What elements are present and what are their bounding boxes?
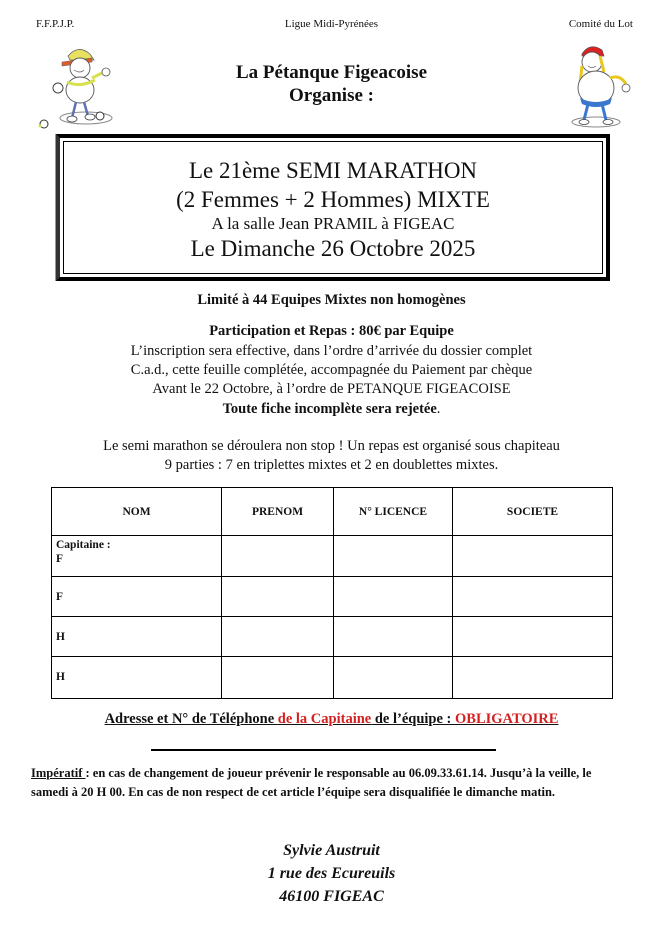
address-notice-captain: de la Capitaine	[277, 711, 372, 727]
licence-cell[interactable]	[334, 617, 453, 657]
column-header-licence: N° LICENCE	[334, 488, 453, 536]
inscription-line-3: Avant le 22 Octobre, à l’ordre de PETANQUE FIGEACOISE	[152, 381, 511, 397]
semi-description-2: 9 parties : 7 en triplettes mixtes et 2 en doublettes mixtes.	[164, 457, 499, 473]
nom-cell[interactable]	[52, 657, 222, 699]
event-box	[56, 134, 610, 281]
inscription-line-2: C.a.d., cette feuille complétée, accompagnée du Paiement par chèque	[130, 362, 533, 378]
nom-cell[interactable]	[52, 617, 222, 657]
league-label: Ligue Midi-Pyrénées	[284, 18, 379, 30]
prenom-cell[interactable]	[222, 617, 334, 657]
column-header-nom: NOM	[52, 488, 222, 536]
team-registration-table	[51, 487, 613, 699]
imperatif-notice	[31, 764, 631, 802]
address-notice-mandatory: OBLIGATOIRE	[455, 711, 559, 727]
petanque-player-throwing-icon	[36, 38, 116, 130]
event-title: Le 21ème SEMI MARATHON	[188, 158, 478, 183]
captain-label: Capitaine :	[56, 539, 111, 551]
inscription-line-1: L’inscription sera effective, dans l’ordre d’arrivée du dossier complet	[130, 343, 533, 359]
event-date: Le Dimanche 26 Octobre 2025	[190, 236, 476, 261]
table-row	[52, 657, 613, 699]
team-limit: Limité à 44 Equipes Mixtes non homogènes	[197, 292, 466, 308]
address-phone-notice	[0, 711, 663, 728]
row-gender-label: F	[56, 553, 64, 565]
societe-cell[interactable]	[453, 577, 613, 617]
address-notice-part-1: Adresse et N° de Téléphone	[104, 711, 278, 727]
nom-cell[interactable]	[52, 577, 222, 617]
licence-cell[interactable]	[334, 536, 453, 577]
societe-cell[interactable]	[453, 657, 613, 699]
licence-cell[interactable]	[334, 657, 453, 699]
licence-cell[interactable]	[334, 577, 453, 617]
event-box-inner	[63, 141, 603, 274]
table-row	[52, 536, 613, 577]
rejection-period: .	[436, 401, 441, 417]
prenom-cell[interactable]	[222, 577, 334, 617]
row-gender-label: H	[56, 671, 65, 683]
rejection-notice	[0, 400, 663, 419]
column-header-prenom: PRENOM	[222, 488, 334, 536]
prenom-cell[interactable]	[222, 536, 334, 577]
contact-street: 1 rue des Ecureuils	[267, 865, 396, 882]
imperatif-text: : en cas de changement de joueur prévenir le responsable au 06.09.33.61.14. Jusqu’à la veille, le samedi à 20 H 00. En cas de non respect de cet article l’équipe sera disqualifiée le dimanche matin.	[31, 766, 592, 799]
event-venue: A la salle Jean PRAMIL à FIGEAC	[211, 214, 455, 233]
table-row	[52, 577, 613, 617]
event-format: (2 Femmes + 2 Hommes) MIXTE	[176, 187, 490, 212]
divider-line	[151, 749, 496, 751]
rejection-text: Toute fiche incomplète sera rejetée	[222, 401, 437, 417]
organizer-name: La Pétanque Figeacoise	[235, 62, 428, 83]
table-header-row	[52, 488, 613, 536]
participation-fee: Participation et Repas : 80€ par Equipe	[209, 323, 454, 339]
societe-cell[interactable]	[453, 536, 613, 577]
nom-cell[interactable]	[52, 536, 222, 577]
organizer-subtitle: Organise :	[289, 85, 374, 106]
committee-label: Comité du Lot	[568, 18, 633, 30]
row-gender-label: H	[56, 631, 65, 643]
prenom-cell[interactable]	[222, 657, 334, 699]
contact-name: Sylvie Austruit	[283, 842, 380, 859]
societe-cell[interactable]	[453, 617, 613, 657]
federation-label: F.F.P.J.P.	[36, 18, 75, 30]
address-notice-part-3: de l’équipe :	[371, 711, 456, 727]
table-row	[52, 617, 613, 657]
row-gender-label: F	[56, 591, 64, 603]
petanque-player-standing-icon	[558, 38, 638, 130]
column-header-societe: SOCIETE	[453, 488, 613, 536]
semi-description-1: Le semi marathon se déroulera non stop ! Un repas est organisé sous chapiteau	[103, 438, 560, 454]
contact-city: 46100 FIGEAC	[279, 888, 384, 905]
imperatif-label: Impératif	[31, 766, 86, 780]
